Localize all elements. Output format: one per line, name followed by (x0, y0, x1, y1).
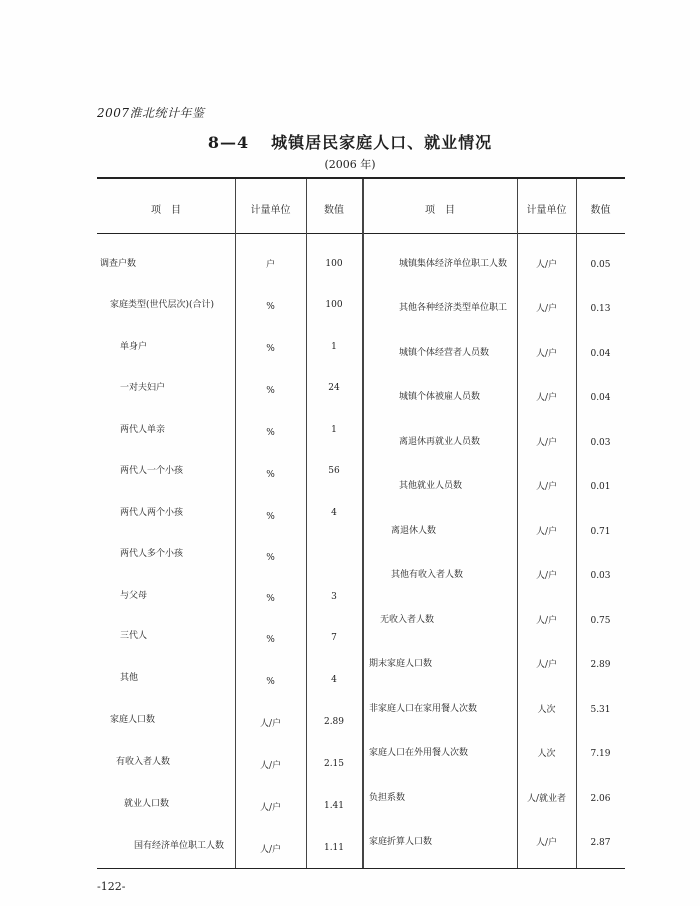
left-row-label: 就业人口数 (124, 799, 170, 809)
column-divider (362, 179, 364, 868)
left-row-unit: % (266, 386, 275, 396)
left-row-label: 其他 (120, 673, 139, 683)
right-row-unit: 人次 (537, 749, 556, 759)
right-row-label: 期末家庭人口数 (369, 659, 433, 669)
right-row-unit: 人/户 (535, 260, 558, 270)
left-row-label: 家庭类型(世代层次)(合计) (110, 300, 215, 310)
right-row-unit: 人/户 (535, 438, 558, 448)
right-row-value: 2.89 (590, 660, 611, 670)
right-row-label: 家庭人口在外用餐人次数 (369, 748, 469, 758)
header-value-right: 数值 (590, 205, 611, 216)
right-row-value: 0.01 (590, 482, 611, 492)
right-row-value: 0.03 (590, 438, 611, 448)
left-row-unit: % (266, 344, 275, 354)
left-row-value: 1.11 (323, 843, 345, 853)
left-row-unit: % (266, 553, 275, 563)
right-row-unit: 人/户 (535, 482, 558, 492)
left-row-value: 100 (325, 300, 343, 310)
right-row-value: 0.04 (590, 393, 611, 403)
left-row-label: 三代人 (120, 631, 148, 641)
header-unit-right: 计量单位 (526, 205, 567, 216)
left-row-label: 与父母 (120, 591, 148, 601)
right-row-unit: 人/就业者 (526, 794, 567, 804)
left-row-unit: % (266, 635, 275, 645)
right-row-label: 其他各种经济类型单位职工 (399, 303, 508, 313)
left-row-unit: 人/户 (259, 845, 282, 855)
left-row-value: 7 (331, 633, 337, 643)
left-row-label: 国有经济单位职工人数 (134, 841, 225, 851)
right-row-value: 0.75 (590, 616, 611, 626)
right-row-value: 0.03 (590, 571, 611, 581)
left-row-label: 家庭人口数 (110, 715, 156, 725)
left-row-value: 1 (331, 342, 337, 352)
left-row-unit: % (266, 302, 275, 312)
right-row-label: 城镇个体经营者人员数 (399, 348, 490, 358)
right-row-label: 非家庭人口在家用餐人次数 (369, 704, 478, 714)
left-row-unit: 人/户 (259, 803, 282, 813)
right-row-label: 城镇个体被雇人员数 (399, 392, 481, 402)
table-subtitle: (2006 年) (324, 158, 376, 171)
column-divider (517, 179, 518, 868)
left-row-unit: % (266, 428, 275, 438)
right-row-label: 离退休再就业人员数 (399, 437, 481, 447)
right-row-label: 离退休人数 (391, 526, 437, 536)
right-row-value: 2.06 (590, 794, 611, 804)
left-row-value: 100 (325, 259, 343, 269)
right-row-label: 其他就业人员数 (399, 481, 463, 491)
left-row-unit: 户 (265, 260, 275, 270)
left-row-unit: % (266, 470, 275, 480)
left-row-unit: % (266, 512, 275, 522)
right-row-unit: 人/户 (535, 838, 558, 848)
right-row-unit: 人/户 (535, 616, 558, 626)
right-row-unit: 人/户 (535, 304, 558, 314)
right-row-unit: 人/户 (535, 660, 558, 670)
left-row-label: 单身户 (120, 342, 148, 352)
table-number: 8—4 (207, 133, 250, 152)
left-row-value: 1 (331, 425, 337, 435)
left-row-value: 2.89 (323, 717, 345, 727)
left-row-label: 有收入者人数 (116, 757, 171, 767)
bottom-rule (97, 868, 625, 869)
left-row-unit: % (266, 677, 275, 687)
header-item-left: 项 目 (151, 205, 181, 216)
right-row-value: 0.04 (590, 349, 611, 359)
right-row-label: 城镇集体经济单位职工人数 (399, 259, 508, 269)
right-row-value: 0.71 (590, 527, 611, 537)
left-row-value: 3 (331, 592, 337, 602)
yearbook-header: 2007淮北统计年鉴 (97, 106, 205, 120)
left-row-unit: 人/户 (259, 761, 282, 771)
right-row-value: 0.13 (590, 304, 611, 314)
left-row-unit: % (266, 594, 275, 604)
right-row-unit: 人/户 (535, 527, 558, 537)
left-row-label: 两代人两个小孩 (120, 508, 184, 518)
header-item-right: 项 目 (425, 205, 455, 216)
left-row-value: 4 (331, 508, 337, 518)
right-row-value: 7.19 (590, 749, 611, 759)
header-value-left: 数值 (324, 205, 344, 216)
left-row-value: 4 (331, 675, 337, 685)
table-title-text: 城镇居民家庭人口、就业情况 (271, 133, 493, 152)
right-row-value: 2.87 (590, 838, 611, 848)
right-row-unit: 人/户 (535, 393, 558, 403)
left-row-unit: 人/户 (259, 719, 282, 729)
left-row-value: 2.15 (323, 759, 345, 769)
right-row-unit: 人/户 (535, 571, 558, 581)
left-row-label: 两代人一个小孩 (120, 466, 184, 476)
page-number: -122- (97, 880, 126, 893)
left-row-value: 1.41 (323, 801, 345, 811)
right-row-label: 家庭折算人口数 (369, 837, 433, 847)
right-row-value: 0.05 (590, 260, 611, 270)
column-divider (576, 179, 577, 868)
header-unit-left: 计量单位 (250, 205, 291, 216)
table-title (0, 130, 700, 153)
left-row-label: 两代人多个小孩 (120, 549, 184, 559)
left-row-value: 24 (328, 383, 340, 393)
top-rule (97, 177, 625, 179)
left-row-label: 调查户数 (100, 259, 137, 269)
left-row-value: 56 (328, 466, 340, 476)
header-rule (97, 233, 625, 234)
right-row-label: 负担系数 (369, 793, 406, 803)
right-row-label: 其他有收入者人数 (391, 570, 464, 580)
right-row-value: 5.31 (590, 705, 611, 715)
left-row-label: 一对夫妇户 (120, 383, 166, 393)
right-row-unit: 人/户 (535, 349, 558, 359)
left-row-label: 两代人单亲 (120, 425, 166, 435)
right-row-label: 无收入者人数 (380, 615, 435, 625)
right-row-unit: 人次 (537, 705, 556, 715)
